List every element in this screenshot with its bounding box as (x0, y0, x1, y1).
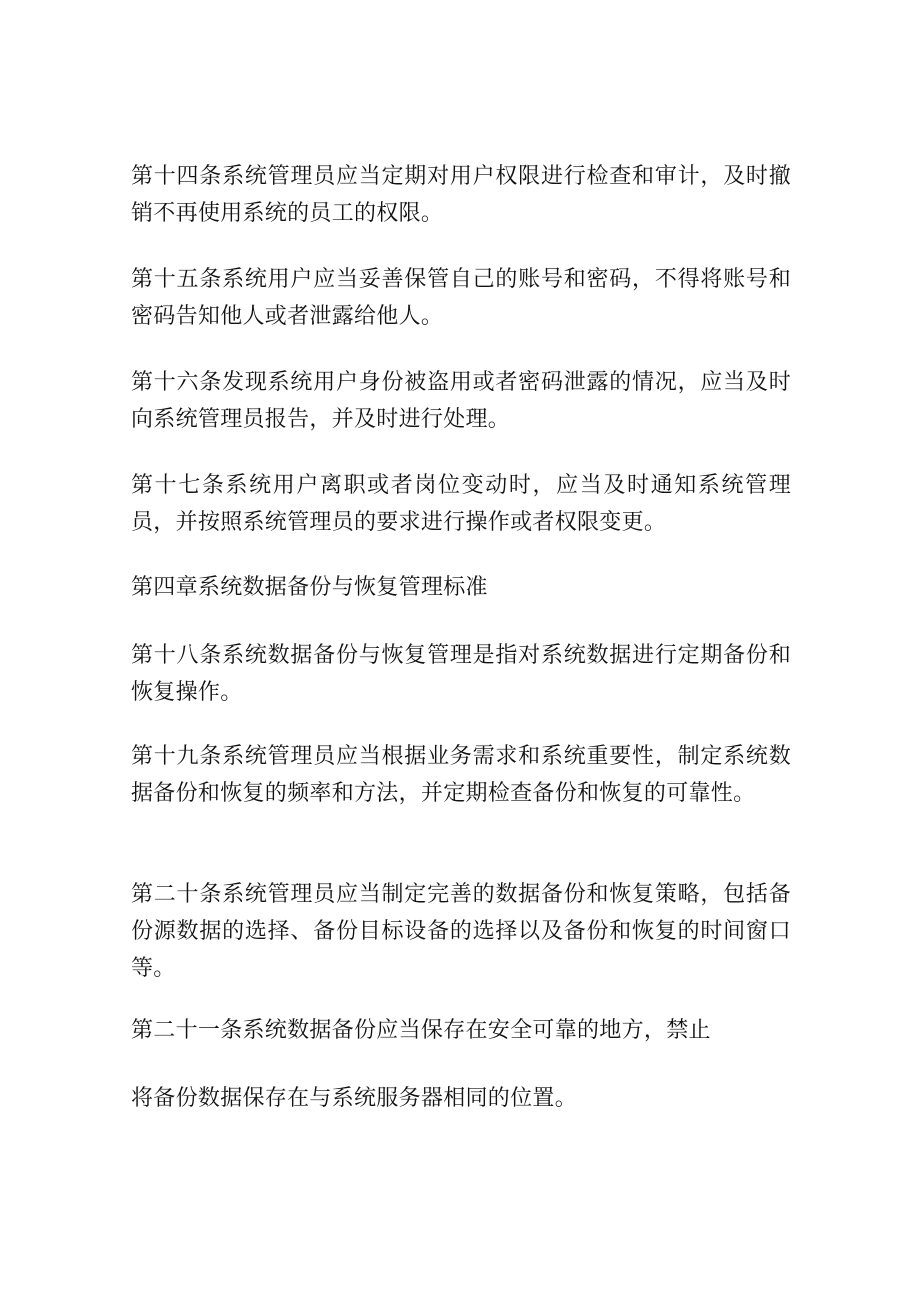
article-15-paragraph: 第十五条系统用户应当妥善保管自己的账号和密码，不得将账号和密码告知他人或者泄露给他人。 (131, 267, 791, 329)
article-19-paragraph: 第十九条系统管理员应当根据业务需求和系统重要性，制定系统数据备份和恢复的频率和方法，并定期检查备份和恢复的可靠性。 (131, 744, 791, 806)
article-18-paragraph: 第十八条系统数据备份与恢复管理是指对系统数据进行定期备份和恢复操作。 (131, 643, 791, 705)
article-17-paragraph: 第十七条系统用户离职或者岗位变动时，应当及时通知系统管理员，并按照系统管理员的要求进行操作或者权限变更。 (131, 473, 791, 535)
chapter-4-heading: 第四章系统数据备份与恢复管理标准 (131, 575, 488, 600)
article-20-paragraph: 第二十条系统管理员应当制定完善的数据备份和恢复策略，包括备份源数据的选择、备份目标设备的选择以及备份和恢复的时间窗口等。 (131, 882, 791, 981)
article-21-paragraph-part1: 第二十一条系统数据备份应当保存在安全可靠的地方，禁止 (131, 1018, 711, 1043)
article-14-paragraph: 第十四条系统管理员应当定期对用户权限进行检查和审计，及时撤销不再使用系统的员工的权限。 (131, 164, 791, 226)
article-16-paragraph: 第十六条发现系统用户身份被盗用或者密码泄露的情况，应当及时向系统管理员报告，并及时进行处理。 (131, 370, 791, 432)
article-21-paragraph-part2: 将备份数据保存在与系统服务器相同的位置。 (131, 1086, 578, 1111)
